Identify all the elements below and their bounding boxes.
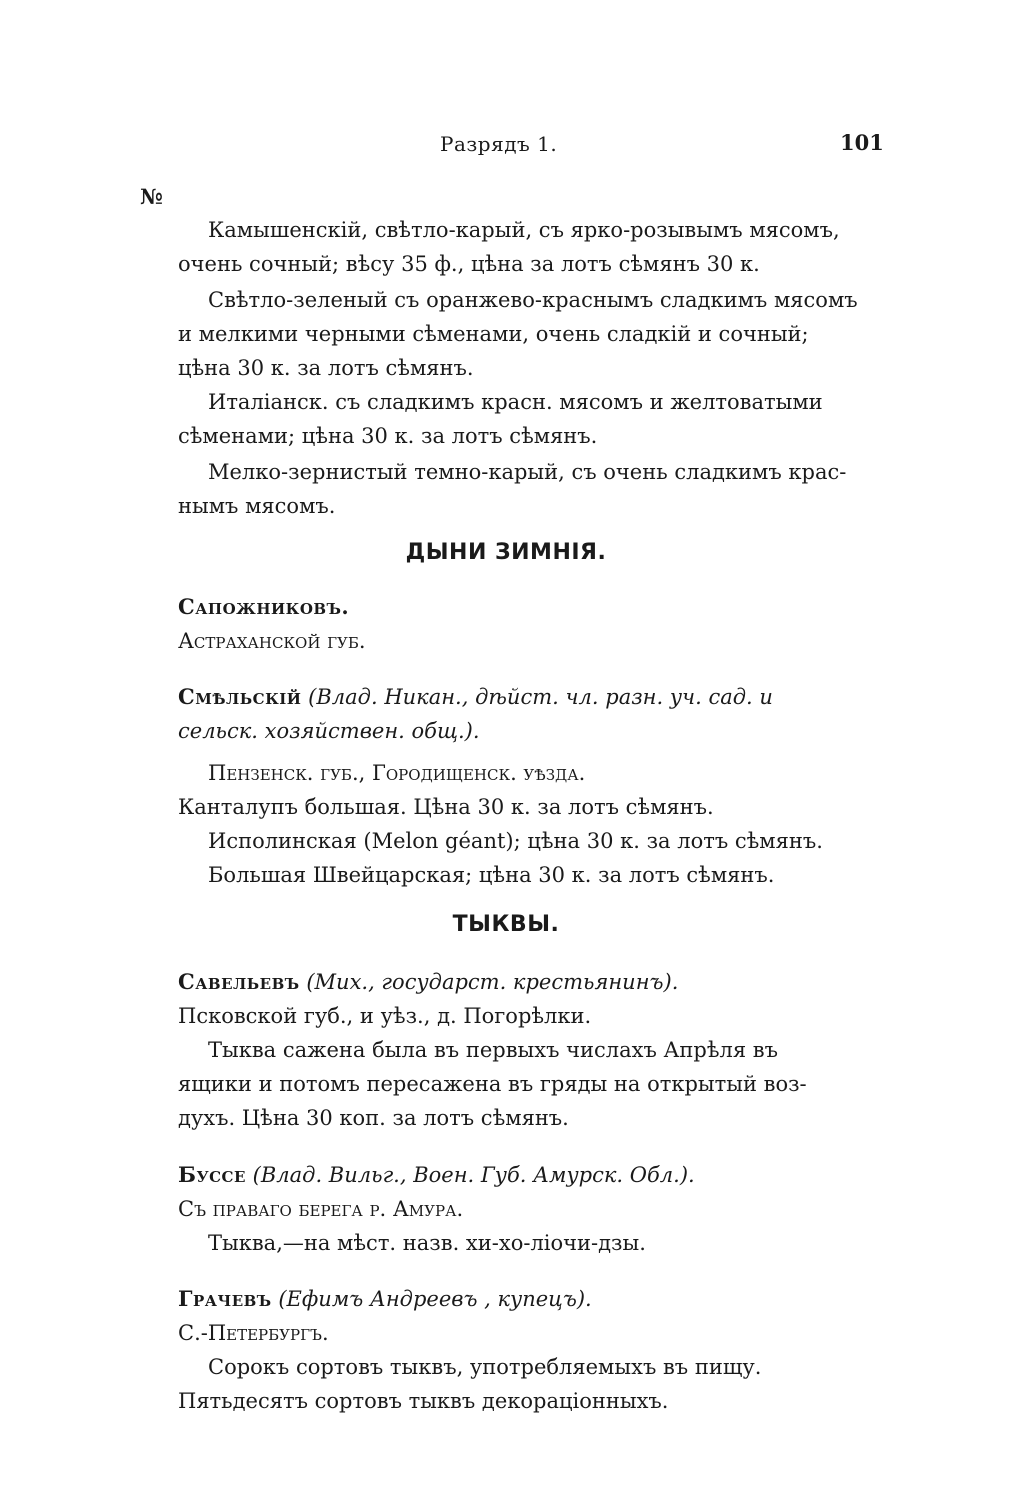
exhibitor-name: Буссе	[178, 1162, 246, 1187]
exhibitor-place: Съ праваго берега р. Амура.	[178, 1197, 464, 1221]
page-number: 101	[840, 130, 884, 155]
product-item: Исполинская (Melon géant); цѣна 30 к. за лотъ сѣмянъ.	[208, 829, 823, 853]
melon-entry-italian: Италіанск. съ сладкимъ красн. мясомъ и желтоватыми сѣменами; цѣна 30 к. за лотъ сѣмянъ.	[178, 390, 823, 448]
exhibitor-busse: Буссе (Влад. Вильг., Воен. Губ. Амурск. Обл.). Съ праваго берега р. Амура. Тыква,—на мѣст. назв. хи-хо-ліочи-дзы.	[178, 1158, 878, 1260]
exhibitor-sapozhnikov	[178, 590, 878, 658]
exhibitor-name: Сапожниковъ.	[178, 594, 350, 619]
exhibitor-place: Псковской губ., и уѣз., д. Погорѣлки.	[178, 1004, 592, 1028]
exhibitor-desc: (Влад. Никан., дѣйст. чл. разн. уч. сад. и	[308, 685, 773, 709]
exhibitor-desc: (Влад. Вильг., Воен. Губ. Амурск. Обл.).	[252, 1163, 695, 1187]
running-header: Разрядъ 1.	[440, 132, 558, 156]
exhibitor-name: Грачевъ	[178, 1286, 272, 1311]
melon-entry-light-green: Свѣтло-зеленый съ оранжево-краснымъ сладкимъ мясомъ и мелкими черными сѣменами, очень сладкій и сочный; цѣна 30 к. за лотъ сѣмянъ.	[178, 288, 858, 380]
exhibitor-desc: (Мих., государст. крестьянинъ).	[306, 970, 679, 994]
exhibitor-place: С.-Петербургъ.	[178, 1321, 329, 1345]
exhibitor-savelyev: Савельевъ (Мих., государст. крестьянинъ). Псковской губ., и уѣз., д. Погорѣлки. Тыква сажена была въ первыхъ числахъ Апрѣля въ ящики и потомъ пересажена въ гряды на открытый воз- духъ. Цѣна 30 коп. за лотъ сѣмянъ.	[178, 965, 878, 1135]
exhibitor-grachev: Грачевъ (Ефимъ Андреевъ , купецъ). С.-Петербургъ. Сорокъ сортовъ тыквъ, употребляемыхъ въ пищу. Пятьдесятъ сортовъ тыквъ декораціонныхъ.	[178, 1282, 878, 1418]
exhibitor-name: Савельевъ	[178, 969, 300, 994]
exhibitor-place: Астраханской губ.	[178, 629, 366, 653]
section-heading-pumpkins: ТЫКВЫ.	[452, 912, 560, 937]
exhibitor-place: Пензенск. губ., Городищенск. уѣзда.	[208, 761, 586, 785]
exhibitor-smelsky: Смѣльскій (Влад. Никан., дѣйст. чл. разн. уч. сад. и сельск. хозяйствен. общ.). Пензенск. губ., Городищенск. уѣзда. Канталупъ большая. Цѣна 30 к. за лотъ сѣмянъ. Исполинская (Melon géant); цѣна 30 к. за лотъ сѣмянъ. Большая Швейцарская; цѣна 30 к. за лотъ сѣмянъ.	[178, 680, 878, 892]
melon-entry-fine-grained: Мелко-зернистый темно-карый, съ очень сладкимъ крас- нымъ мясомъ.	[178, 460, 847, 518]
exhibitor-desc: (Ефимъ Андреевъ , купецъ).	[278, 1287, 592, 1311]
number-column-mark: №	[140, 184, 163, 209]
section-heading-winter-melons: ДЫНИ ЗИМНІЯ.	[405, 540, 607, 565]
product-item: Большая Швейцарская; цѣна 30 к. за лотъ сѣмянъ.	[208, 863, 775, 887]
exhibitor-name: Смѣльскій	[178, 684, 302, 709]
product-item: Канталупъ большая. Цѣна 30 к. за лотъ сѣмянъ.	[178, 795, 714, 819]
melon-entry-kamyshin: Камышенскій, свѣтло-карый, съ ярко-розывымъ мясомъ, очень сочный; вѣсу 35 ф., цѣна за лотъ сѣмянъ 30 к.	[178, 218, 840, 276]
